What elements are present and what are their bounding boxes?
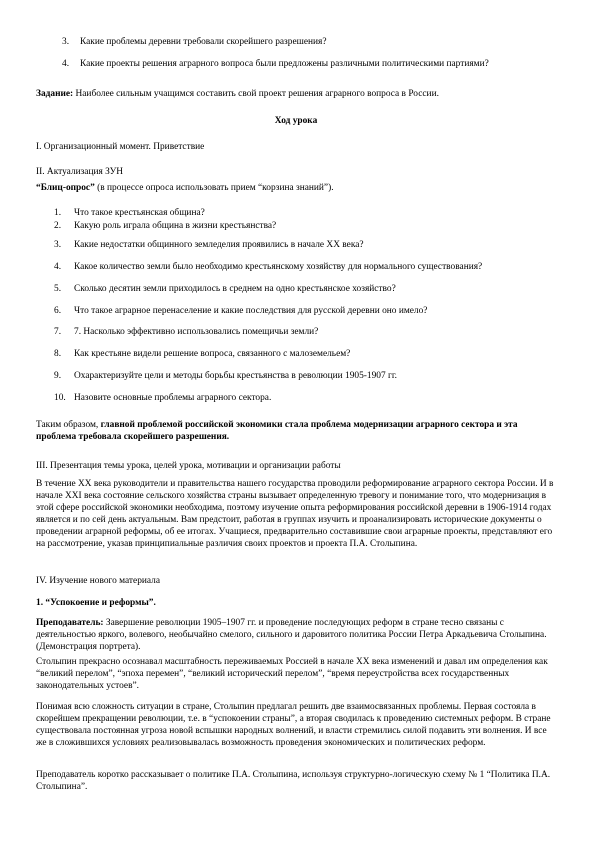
section-heading: I. Организационный момент. Приветствие — [36, 142, 205, 152]
list-item-number: 1. — [54, 208, 62, 218]
blitz-paragraph — [36, 182, 556, 194]
blitz-text: (в процессе опроса использовать прием “корзина знаний”). — [94, 183, 334, 193]
list-item-text: Назовите основные проблемы аграрного сектора. — [74, 393, 272, 403]
list-item-text: Какую роль играла община в жизни крестьянства? — [74, 221, 277, 231]
task-label: Задание: — [36, 89, 74, 99]
list-item-text: Какие проекты решения аграрного вопроса были предложены различными политическими партиями? — [80, 59, 489, 69]
list-item-number: 7. — [54, 327, 62, 337]
list-item-number: 5. — [54, 284, 62, 294]
list-item-text: Что такое аграрное перенаселение и какие последствия для русской деревни оно имело? — [74, 306, 428, 316]
list-item-text: Какие недостатки общинного земледелия проявились в начале ХХ века? — [74, 240, 364, 250]
list-item-text: Что такое крестьянская община? — [74, 208, 205, 218]
list-item-text: Сколько десятин земли приходилось в среднем на одно крестьянское хозяйство? — [74, 284, 396, 294]
teacher-paragraph — [36, 617, 556, 653]
section-heading: IV. Изучение нового материала — [36, 576, 160, 586]
section-heading: II. Актуализация ЗУН — [36, 167, 124, 177]
conclusion-paragraph — [36, 419, 556, 443]
stolypin-paragraph: Столыпин прекрасно осознавал масштабность переживаемых Россией в начале ХХ века изменений и давал им определения как “великий перелом”, “эпоха перемен”, “великий исторический перелом”, “время переустройства всех государственных законодательных устоев”. — [36, 657, 548, 692]
list-item-number: 9. — [54, 371, 62, 381]
conclusion-bold: главной проблемой российской экономики стала проблема модернизации аграрного сектора и эта проблема требовала скорейшего разрешения. — [36, 420, 518, 443]
list-item-number: 2. — [54, 221, 62, 231]
list-item-text: Какие проблемы деревни требовали скорейшего разрешения? — [80, 37, 327, 47]
list-item-number: 8. — [54, 349, 62, 359]
situation-paragraph: Понимая всю сложность ситуации в стране, Столыпин предлагал решить две взаимосвязанных проблемы. Первая состояла в скорейшем прекращении революции, т.е. в “успокоении страны”, а вторая сводилась к проведению системных реформ. В стране существовала постоянная угроза новой вспышки народных волнений, и власти стремились силой подавить эти волнения. И все же в сложившихся условиях реализовывалась возможность проведения экономических и политических реформ. — [36, 702, 551, 749]
list-item-number: 3. — [54, 240, 62, 250]
list-item-number: 10. — [54, 393, 66, 403]
section-heading: III. Презентация темы урока, целей урока, мотивации и организации работы — [36, 461, 341, 471]
list-item-text: Какое количество земли было необходимо крестьянскому хозяйству для нормального существования? — [74, 262, 483, 272]
lesson-title: Ход урока — [274, 116, 318, 126]
teacher-text: Завершение революции 1905–1907 гг. и проведение последующих реформ в стране тесно связаны с деятельностью яркого, волевого, необычайно смелого, сильного и даровитого политика России Петра Аркадьевича Столыпина. (Демонстрация портрета). — [36, 618, 547, 653]
list-item-text: Охарактеризуйте цели и методы борьбы крестьянства в революции 1905-1907 гг. — [74, 371, 397, 381]
blitz-label: “Блиц-опрос” — [36, 183, 95, 193]
list-item-text: Как крестьяне видели решение вопроса, связанного с малоземельем? — [74, 349, 351, 359]
teacher-short-paragraph: Преподаватель коротко рассказывает о политике П.А. Столыпина, используя структурно-логическую схему № 1 “Политика П.А. Столыпина”. — [36, 770, 551, 793]
task-paragraph — [36, 88, 556, 100]
conclusion-prefix: Таким образом, — [36, 420, 101, 430]
list-item-number: 4. — [54, 262, 62, 272]
list-item-text: 7. Насколько эффективно использовались помещичьи земли? — [74, 327, 319, 337]
section3-paragraph: В течение ХХ века руководители и правительства нашего государства проводили реформирование аграрного сектора России. И в начале ХХI века состояние сельского хозяйства страны вызывает определенную тревогу и понимание того, что модернизация в этой сфере российской экономики необходима, поэтому изучение опыта реформирования российской деревни в 1906-1914 годах является и по сей день актуальным. Вам предстоит, работая в группах изучить и проанализировать исторические документы о проведении аграрной реформы, об ее итогах. Учащиеся, предварительно составившие свои аграрные проекты, представляют его на рассмотрение, указав принципиальные различия своих проектов и проекта П.А. Столыпина. — [36, 479, 554, 550]
list-item-number: 3. — [62, 37, 70, 47]
list-item-number: 6. — [54, 306, 62, 316]
teacher-label: Преподаватель: — [36, 618, 104, 628]
list-item-number: 4. — [62, 59, 70, 69]
task-text: Наиболее сильным учащимся составить свой проект решения аграрного вопроса в России. — [73, 89, 439, 99]
subsection-heading: 1. “Успокоение и реформы”. — [36, 598, 156, 608]
